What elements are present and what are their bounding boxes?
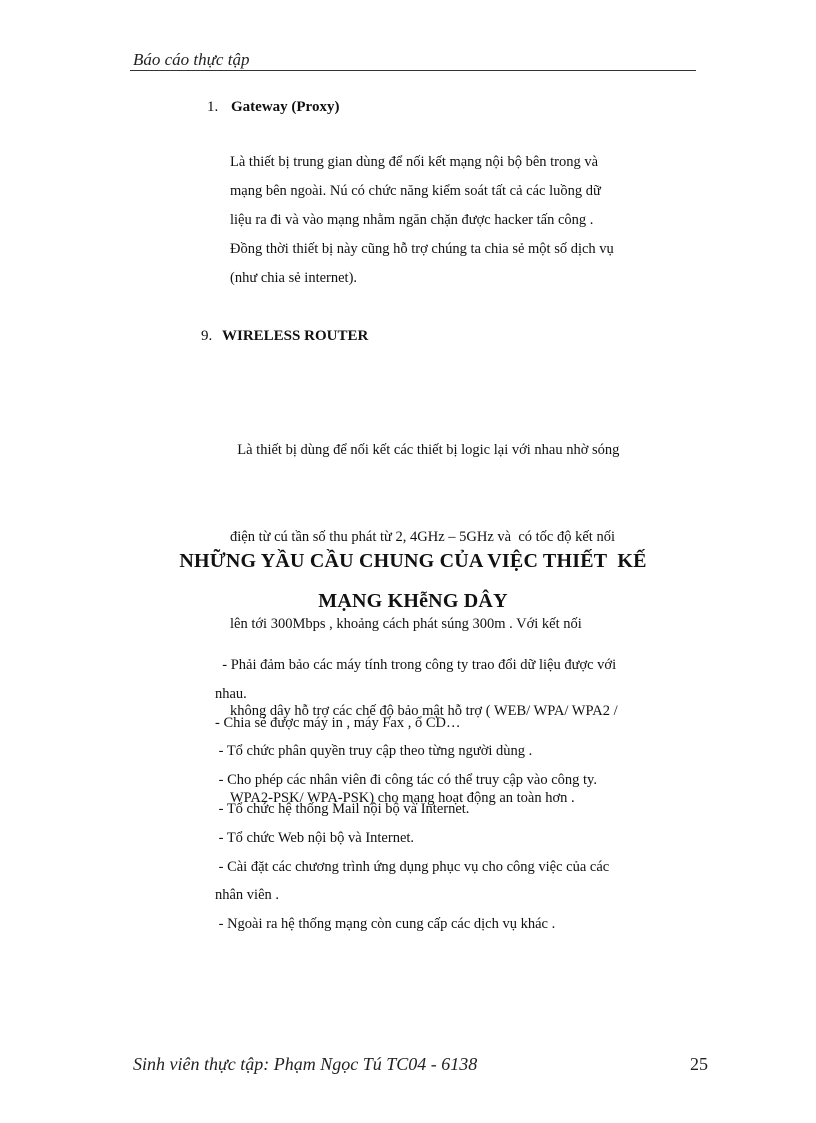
gateway-paragraph bbox=[230, 148, 692, 293]
list-item: nhau. bbox=[215, 685, 247, 702]
gateway-number: 1. bbox=[207, 99, 219, 115]
list-item: - Cài đặt các chương trình ứng dụng phục vụ cho công việc của các bbox=[215, 858, 610, 875]
gateway-heading bbox=[207, 99, 339, 116]
gateway-line: (như chia sẻ internet). bbox=[230, 270, 358, 286]
gateway-line: mạng bên ngoài. Nú có chức năng kiểm soát tất cả các luồng dữ bbox=[230, 183, 601, 199]
list-item: nhân viên . bbox=[215, 887, 280, 904]
list-item: - Tổ chức hệ thống Mail nội bộ và Internet. bbox=[215, 800, 470, 817]
main-heading-line1: NHỮNG YẦU CẦU CHUNG CỦA VIỆC THIẾT KẾ bbox=[179, 550, 647, 572]
page-number: 25 bbox=[690, 1054, 708, 1074]
list-item: - Cho phép các nhân viên đi công tác có thể truy cập vào công ty. bbox=[215, 772, 597, 789]
wireless-line: lên tới 300Mbps , khoảng cách phát súng 300m . Với kết nối bbox=[230, 616, 582, 632]
header-title: Báo cáo thực tập bbox=[133, 50, 250, 69]
wireless-line: điện từ cú tần số thu phát từ 2, 4GHz – 5GHz và có tốc độ kết nối bbox=[230, 529, 615, 545]
list-item: - Ngoài ra hệ thống mạng còn cung cấp các dịch vụ khác . bbox=[215, 916, 556, 933]
wireless-heading bbox=[201, 328, 368, 345]
requirements-list bbox=[215, 651, 697, 939]
wireless-line: Là thiết bị dùng để nối kết các thiết bị logic lại với nhau nhờ sóng bbox=[230, 442, 620, 458]
gateway-line: Đồng thời thiết bị này cũng hỗ trợ chúng ta chia sẻ một số dịch vụ bbox=[230, 241, 614, 257]
wireless-line: không dây hỗ trợ các chế độ bảo mật hỗ trợ ( WEB/ WPA/ WPA2 / bbox=[230, 703, 618, 719]
gateway-title: Gateway (Proxy) bbox=[231, 99, 340, 115]
wireless-title: WIRELESS ROUTER bbox=[222, 328, 369, 344]
list-item: - Tổ chức Web nội bộ và Internet. bbox=[215, 829, 415, 846]
gateway-line: liệu ra đi và vào mạng nhằm ngăn chặn được hacker tấn công . bbox=[230, 212, 594, 228]
list-item: - Phải đảm bảo các máy tính trong công ty trao đổi dữ liệu được với bbox=[215, 657, 617, 673]
wireless-line: WPA2-PSK/ WPA-PSK) cho mạng hoạt động an toàn hơn . bbox=[230, 790, 575, 806]
wireless-number: 9. bbox=[201, 328, 213, 344]
list-item: - Chia sẻ được máy in , máy Fax , ổ CD… bbox=[215, 714, 461, 731]
header-rule bbox=[130, 70, 696, 71]
list-item: - Tổ chức phân quyền truy cập theo từng người dùng . bbox=[215, 743, 533, 760]
footer-student: Sinh viên thực tập: Phạm Ngọc Tú TC04 - 6138 bbox=[133, 1054, 478, 1074]
gateway-line: Là thiết bị trung gian dùng để nối kết mạng nội bộ bên trong và bbox=[230, 154, 599, 170]
main-heading-line2: MẠNG KHễNG DÂY bbox=[318, 590, 508, 612]
